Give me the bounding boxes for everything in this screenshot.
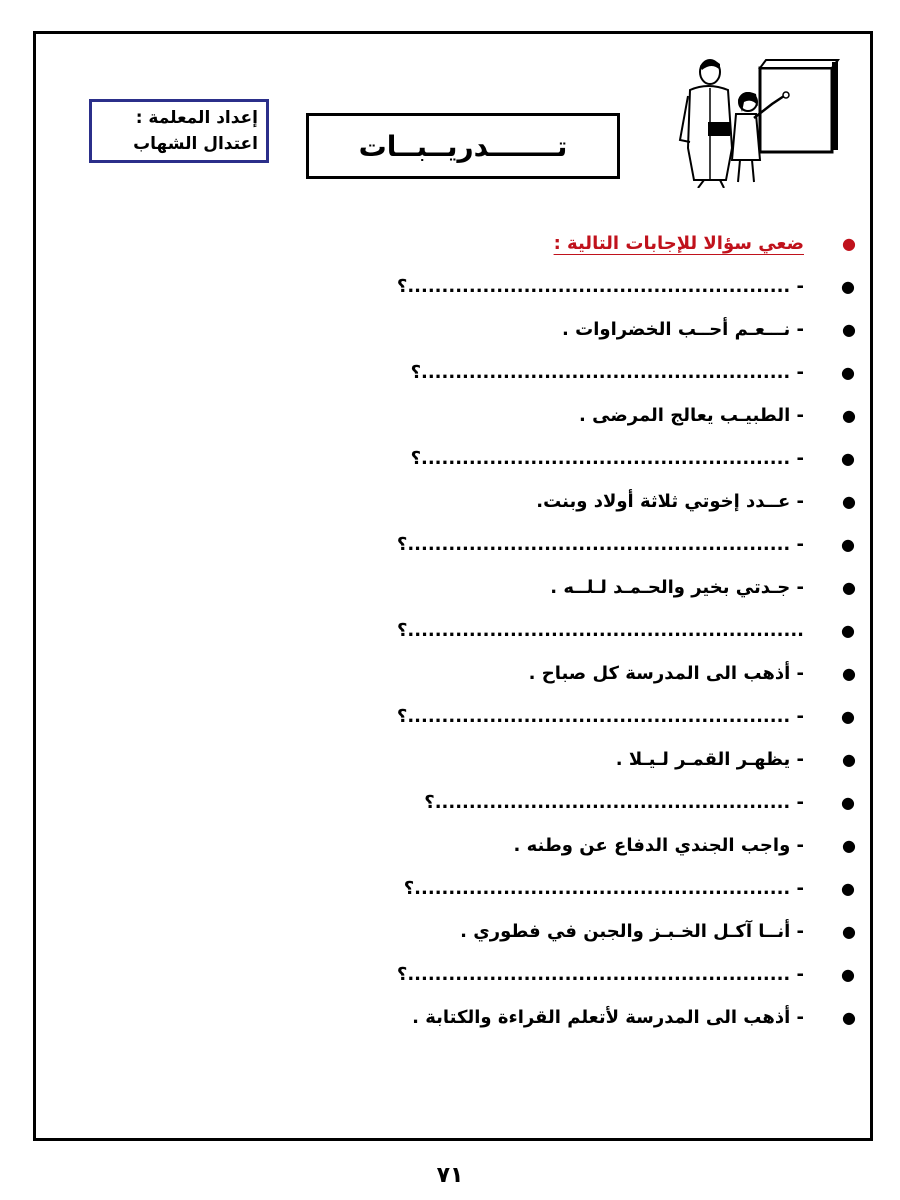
answer-line-9: ● - أذهب الى المدرسة لأتعلم القراءة والكتابة . — [300, 996, 860, 1039]
answer-line-1: ● - نـــعـم أحــب الخضراوات . — [300, 308, 860, 351]
author-name: اعتدال الشهاب — [133, 134, 258, 154]
answer-line-4: ● - جـدتي بخير والحـمـد لـلــه . — [300, 566, 860, 609]
bullet-icon: ● — [841, 277, 856, 296]
bullet-icon: ● — [842, 320, 856, 339]
question-line-8[interactable]: ● - .......................................................؟ — [300, 867, 860, 910]
bullet-icon: ● — [841, 449, 856, 468]
instruction-item — [300, 222, 860, 265]
question-line-7[interactable]: ● - ....................................................؟ — [300, 781, 860, 824]
question-line-1[interactable]: ● - ........................................................؟ — [300, 265, 860, 308]
bullet-icon: ● — [842, 750, 856, 769]
bullet-icon: ● — [841, 621, 856, 640]
bullet-icon: ● — [841, 965, 856, 984]
bullet-icon: ● — [842, 836, 856, 855]
page-title: تـــــــدريــبــات — [358, 129, 568, 163]
answer-line-3: ● - عــدد إخوتي ثلاثة أولاد وبنت. — [300, 480, 860, 523]
instruction-text: ضعي سؤالا للإجابات التالية : — [553, 233, 804, 254]
answer-line-7: ● - واجب الجندي الدفاع عن وطنه . — [300, 824, 860, 867]
bullet-icon: ● — [841, 535, 856, 554]
bullet-icon: ● — [841, 363, 856, 382]
teacher-and-student-at-board-icon — [668, 48, 846, 188]
bullet-icon: ● — [842, 1008, 856, 1027]
bullet-icon: ● — [841, 879, 856, 898]
author-label: إعداد المعلمة : — [135, 108, 258, 128]
question-line-9[interactable]: ● - ........................................................؟ — [300, 953, 860, 996]
bullet-icon: ● — [841, 793, 856, 812]
bullet-icon: ● — [841, 707, 856, 726]
exercise-list — [300, 222, 860, 1039]
bullet-icon: ● — [842, 406, 856, 425]
answer-line-6: ● - يظهـر القمـر لـيـلا . — [300, 738, 860, 781]
question-line-3[interactable]: ● - ......................................................؟ — [300, 437, 860, 480]
bullet-icon: ● — [842, 922, 856, 941]
question-line-4[interactable]: ● - ........................................................؟ — [300, 523, 860, 566]
answer-line-5: ● - أذهب الى المدرسة كل صباح . — [300, 652, 860, 695]
page-number: ٧١ — [436, 1163, 464, 1188]
bullet-icon: ● — [842, 492, 856, 511]
author-box — [89, 99, 269, 163]
question-line-2[interactable]: ● - ......................................................؟ — [300, 351, 860, 394]
answer-line-8: ● - أنــا آكـل الخـبـز والجبن في فطوري . — [300, 910, 860, 953]
bullet-icon: ● — [842, 234, 856, 253]
question-line-6[interactable]: ● - ........................................................؟ — [300, 695, 860, 738]
bullet-icon: ● — [842, 578, 856, 597]
question-line-5[interactable]: ● ..........................................................؟ — [300, 609, 860, 652]
answer-line-2: ● - الطبيـب يعالج المرضى . — [300, 394, 860, 437]
page-title-box — [306, 113, 620, 179]
bullet-icon: ● — [842, 664, 856, 683]
